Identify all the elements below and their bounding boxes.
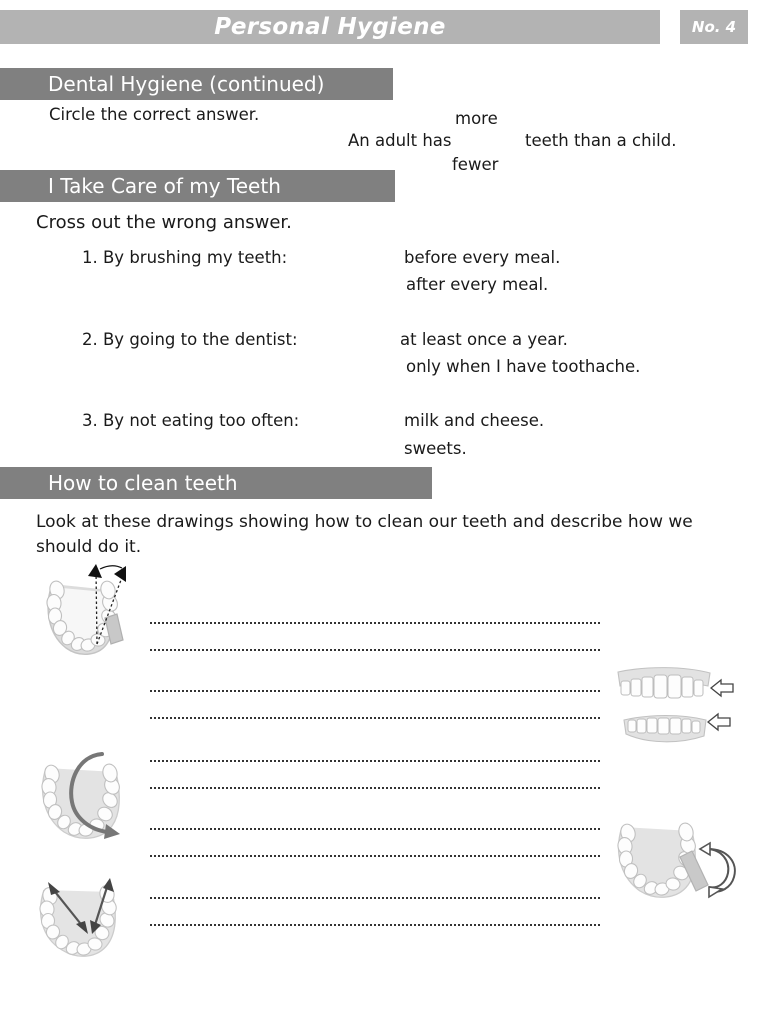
- section-header-label: How to clean teeth: [48, 471, 238, 495]
- instruction-circle-correct-answer: Circle the correct answer.: [49, 105, 260, 124]
- page-title: Personal Hygiene: [214, 14, 446, 40]
- answer-line[interactable]: [150, 828, 600, 833]
- instruction-cross-out-wrong-answer: Cross out the wrong answer.: [36, 212, 292, 233]
- page-banner: [0, 10, 660, 44]
- answer-option-fewer[interactable]: fewer: [452, 155, 499, 174]
- illustration-lower-jaw-with-brush-vertical-arrows: [22, 556, 152, 670]
- question-1-answer-2[interactable]: after every meal.: [406, 275, 549, 294]
- section-header-label: Dental Hygiene (continued): [48, 72, 325, 96]
- question-1-prompt: 1. By brushing my teeth:: [82, 248, 288, 267]
- illustration-lower-jaw-with-diagonal-double-arrows: [30, 872, 160, 966]
- sentence-tail-text: teeth than a child.: [525, 131, 677, 150]
- answer-line[interactable]: [150, 787, 600, 792]
- answer-line[interactable]: [150, 760, 600, 765]
- answer-option-more[interactable]: more: [455, 109, 498, 128]
- question-1-answer-1[interactable]: before every meal.: [404, 248, 561, 267]
- answer-line[interactable]: [150, 924, 600, 929]
- illustration-lower-jaw-with-curved-sweep-arrow: [28, 742, 168, 851]
- section-header-how-to-clean-teeth: [0, 467, 432, 499]
- question-3-prompt: 3. By not eating too often:: [82, 411, 300, 430]
- question-3-answer-2[interactable]: sweets.: [404, 439, 467, 458]
- answer-line[interactable]: [150, 690, 600, 695]
- answer-line[interactable]: [150, 717, 600, 722]
- answer-line[interactable]: [150, 649, 600, 654]
- question-2-answer-1[interactable]: at least once a year.: [400, 330, 568, 349]
- worksheet-number-label: No. 4: [691, 18, 737, 36]
- section-header-i-take-care-of-my-teeth: [0, 170, 395, 202]
- instruction-look-at-drawings: Look at these drawings showing how to clean our teeth and describe how we should do it.: [36, 512, 693, 557]
- question-3-answer-1[interactable]: milk and cheese.: [404, 411, 545, 430]
- worksheet-number-badge: [680, 10, 748, 44]
- question-2-answer-2[interactable]: only when I have toothache.: [406, 357, 641, 376]
- sentence-lead-text: An adult has: [348, 131, 452, 150]
- illustration-lower-jaw-with-brush-circular-arrow: [610, 805, 750, 909]
- answer-line[interactable]: [150, 855, 600, 860]
- section-header-label: I Take Care of my Teeth: [48, 174, 281, 198]
- question-2-prompt: 2. By going to the dentist:: [82, 330, 298, 349]
- section-header-dental-hygiene: [0, 68, 393, 100]
- answer-line[interactable]: [150, 622, 600, 627]
- illustration-front-teeth-upper-and-lower-with-arrows: [612, 664, 742, 763]
- answer-line[interactable]: [150, 897, 600, 902]
